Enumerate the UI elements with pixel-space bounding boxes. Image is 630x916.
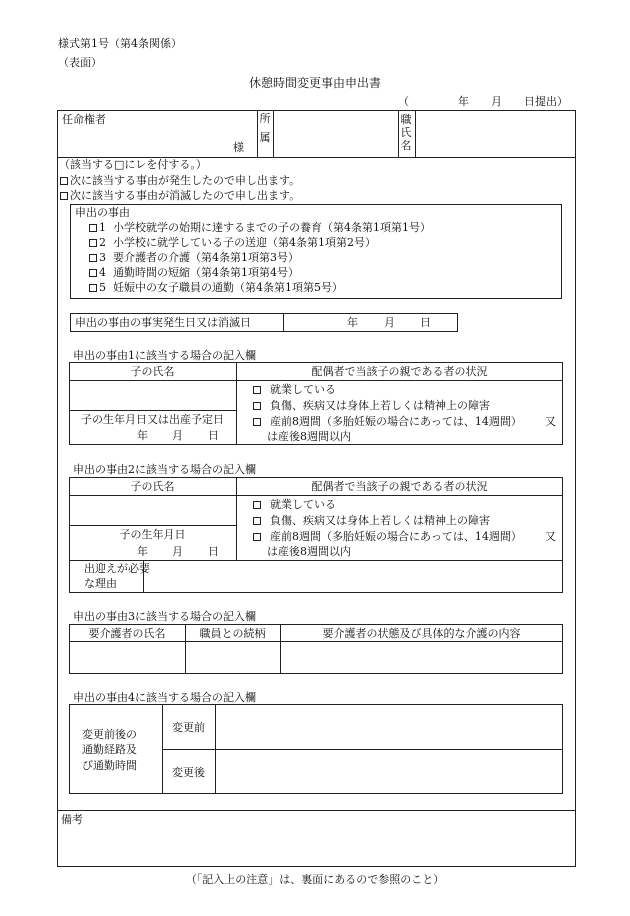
checkbox-icon[interactable] [60, 192, 68, 200]
remarks-field[interactable] [59, 828, 574, 865]
checkbox-icon[interactable] [253, 386, 261, 394]
name-field[interactable] [417, 112, 574, 155]
section1-option-3-cont: は産後8週間以内 [267, 430, 351, 443]
section4-before-label: 変更前 [172, 721, 205, 734]
dept-field[interactable] [275, 112, 396, 155]
section2-child-name-label: 子の氏名 [130, 480, 175, 493]
section2-option-3-tail: 又 [545, 530, 556, 543]
section1-option-2[interactable]: 負傷、疾病又は身体上若しくは精神上の障害 [253, 399, 490, 412]
checkbox-icon[interactable] [253, 418, 261, 426]
form-side: （表面） [58, 56, 102, 69]
date-open-paren: （ [398, 95, 409, 108]
appointer-field[interactable] [62, 114, 252, 154]
checkbox-icon[interactable] [253, 402, 261, 410]
section1-heading: 申出の事由1に該当する場合の記入欄 [73, 349, 256, 362]
instruction-note: （該当する□にレを付する。） [59, 158, 207, 171]
section1-option-1[interactable]: 就業している [253, 383, 336, 396]
section2-option-3[interactable]: 産前8週間（多胎妊娠の場合にあっては、14週間） [253, 530, 522, 543]
section4-before-field[interactable] [217, 706, 561, 747]
section2-option-1[interactable]: 就業している [253, 498, 336, 511]
section1-spouse-status-label: 配偶者で当該子の親である者の状況 [311, 365, 488, 378]
section1-child-name-label: 子の氏名 [130, 365, 175, 378]
reason-item-3[interactable]: 3 要介護者の介護（第4条第1項第3号） [89, 251, 299, 264]
reason-item-5[interactable]: 5 妊娠中の女子職員の通勤（第4条第1項第5号） [89, 281, 343, 294]
submit-month-label: 月 [491, 95, 502, 108]
reason-item-1[interactable]: 1 小学校就学の始期に達するまでの子の養育（第4条第1項第1号） [89, 221, 431, 234]
checkbox-icon[interactable] [60, 177, 68, 185]
section1-birth-label: 子の生年月日又は出産予定日 [81, 413, 224, 426]
checkbox-icon[interactable] [253, 501, 261, 509]
remarks-divider [57, 810, 576, 811]
section4-after-field[interactable] [217, 751, 561, 792]
option-occurred[interactable]: 次に該当する事由が発生したので申し出ます。 [60, 174, 300, 187]
section2-option-2[interactable]: 負傷、疾病又は身体上若しくは精神上の障害 [253, 514, 490, 527]
occurrence-year: 年 [347, 316, 358, 329]
section1-year: 年 [137, 429, 148, 442]
occurrence-date-field[interactable] [285, 314, 456, 331]
checkbox-icon[interactable] [89, 269, 97, 277]
section1-option-3[interactable]: 産前8週間（多胎妊娠の場合にあっては、14週間） [253, 415, 522, 428]
reason-item-4[interactable]: 4 通勤時間の短縮（第4条第1項第4号） [89, 266, 299, 279]
form-number: 様式第1号（第4条関係） [58, 37, 182, 50]
checkbox-icon[interactable] [89, 239, 97, 247]
page-title: 休憩時間変更事由申出書 [248, 76, 381, 90]
section2-pickup-reason-label: 出迎えが必要 な理由 [84, 562, 150, 591]
section1-child-name-field[interactable] [71, 382, 234, 409]
section3-heading: 申出の事由3に該当する場合の記入欄 [73, 610, 256, 623]
section1-option-3-tail: 又 [545, 415, 556, 428]
checkbox-icon[interactable] [253, 517, 261, 525]
section3-relationship-field[interactable] [187, 643, 278, 672]
section2-child-name-field[interactable] [71, 497, 234, 524]
occurrence-month: 月 [384, 316, 395, 329]
checkbox-icon[interactable] [89, 224, 97, 232]
section3-col-care-details: 要介護者の状態及び具体的な介護の内容 [322, 627, 521, 640]
appointer-sama: 様 [233, 141, 244, 154]
dept-label: 所 属 [259, 112, 271, 144]
section4-after-label: 変更後 [172, 766, 205, 779]
section3-col-relationship: 職員との続柄 [199, 627, 266, 640]
footer-note: （「記入上の注意」は、裏面にあるので参照のこと） [185, 873, 445, 886]
appointer-label: 任命権者 [62, 113, 106, 126]
checkbox-icon[interactable] [89, 284, 97, 292]
section2-birth-label: 子の生年月日 [119, 528, 186, 541]
section2-spouse-status-label: 配偶者で当該子の親である者の状況 [311, 480, 488, 493]
option-ceased[interactable]: 次に該当する事由が消滅したので申し出ます。 [60, 189, 300, 202]
section2-heading: 申出の事由2に該当する場合の記入欄 [73, 463, 256, 476]
reasons-heading: 申出の事由 [75, 206, 130, 219]
section3-cared-name-field[interactable] [71, 643, 183, 672]
section2-year: 年 [137, 545, 148, 558]
section4-route-label: 変更前後の 通勤経路及 び通勤時間 [82, 728, 137, 772]
occurrence-day: 日 [420, 316, 431, 329]
section3-col-cared-name: 要介護者の氏名 [88, 627, 166, 640]
section1-day: 日 [208, 429, 219, 442]
occurrence-label: 申出の事由の事実発生日又は消滅日 [75, 316, 251, 329]
reason-item-2[interactable]: 2 小学校に就学している子の送迎（第4条第1項第2号） [89, 236, 376, 249]
name-label: 職 氏 名 [400, 113, 412, 152]
section1-month: 月 [172, 429, 183, 442]
section2-day: 日 [208, 545, 219, 558]
section4-heading: 申出の事由4に該当する場合の記入欄 [73, 691, 256, 704]
checkbox-icon[interactable] [253, 533, 261, 541]
section3-care-details-field[interactable] [282, 643, 561, 672]
submit-day-label: 日提出） [524, 95, 568, 108]
section2-month: 月 [172, 545, 183, 558]
section2-option-3-cont: は産後8週間以内 [267, 545, 351, 558]
section2-pickup-reason-field[interactable] [145, 562, 561, 591]
checkbox-icon[interactable] [89, 254, 97, 262]
remarks-label: 備考 [61, 813, 83, 826]
submit-year-label: 年 [458, 95, 469, 108]
